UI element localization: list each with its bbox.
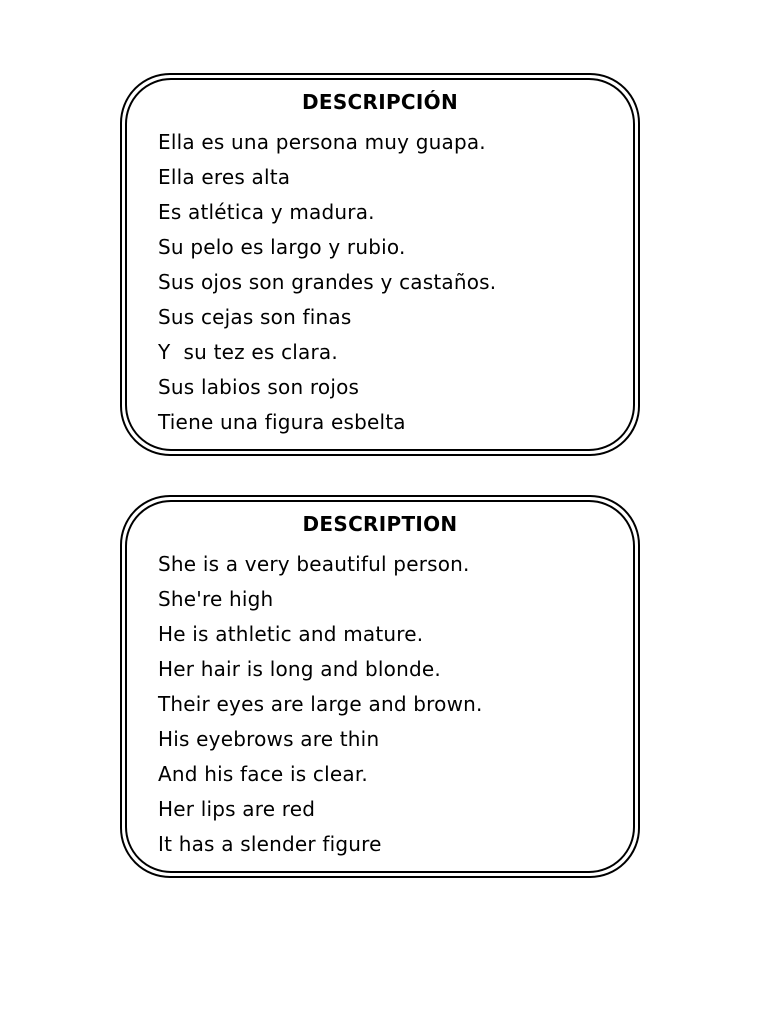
card-title: DESCRIPCIÓN bbox=[301, 90, 458, 114]
list-item: She're high bbox=[158, 587, 274, 611]
list-item: Her lips are red bbox=[158, 797, 316, 821]
list-item: And his face is clear. bbox=[158, 762, 368, 786]
list-item: Sus ojos son grandes y castaños. bbox=[158, 270, 497, 294]
list-item: Sus labios son rojos bbox=[158, 375, 360, 399]
list-item: Es atlética y madura. bbox=[158, 200, 375, 224]
list-item: She is a very beautiful person. bbox=[158, 552, 470, 576]
list-item: Her hair is long and blonde. bbox=[158, 657, 441, 681]
description-list bbox=[158, 125, 618, 440]
list-item: Ella eres alta bbox=[158, 165, 291, 189]
list-item: Su pelo es largo y rubio. bbox=[158, 235, 406, 259]
list-item: Their eyes are large and brown. bbox=[158, 692, 483, 716]
list-item: He is athletic and mature. bbox=[158, 622, 424, 646]
card-title: DESCRIPTION bbox=[302, 512, 458, 536]
list-item: His eyebrows are thin bbox=[158, 727, 380, 751]
spanish-description-card bbox=[120, 73, 640, 456]
list-item: Y su tez es clara. bbox=[158, 340, 338, 364]
english-description-card bbox=[120, 495, 640, 878]
list-item: Sus cejas son finas bbox=[158, 305, 352, 329]
list-item: Ella es una persona muy guapa. bbox=[158, 130, 486, 154]
list-item: Tiene una figura esbelta bbox=[158, 410, 406, 434]
list-item: It has a slender figure bbox=[158, 832, 382, 856]
description-list bbox=[158, 547, 618, 862]
